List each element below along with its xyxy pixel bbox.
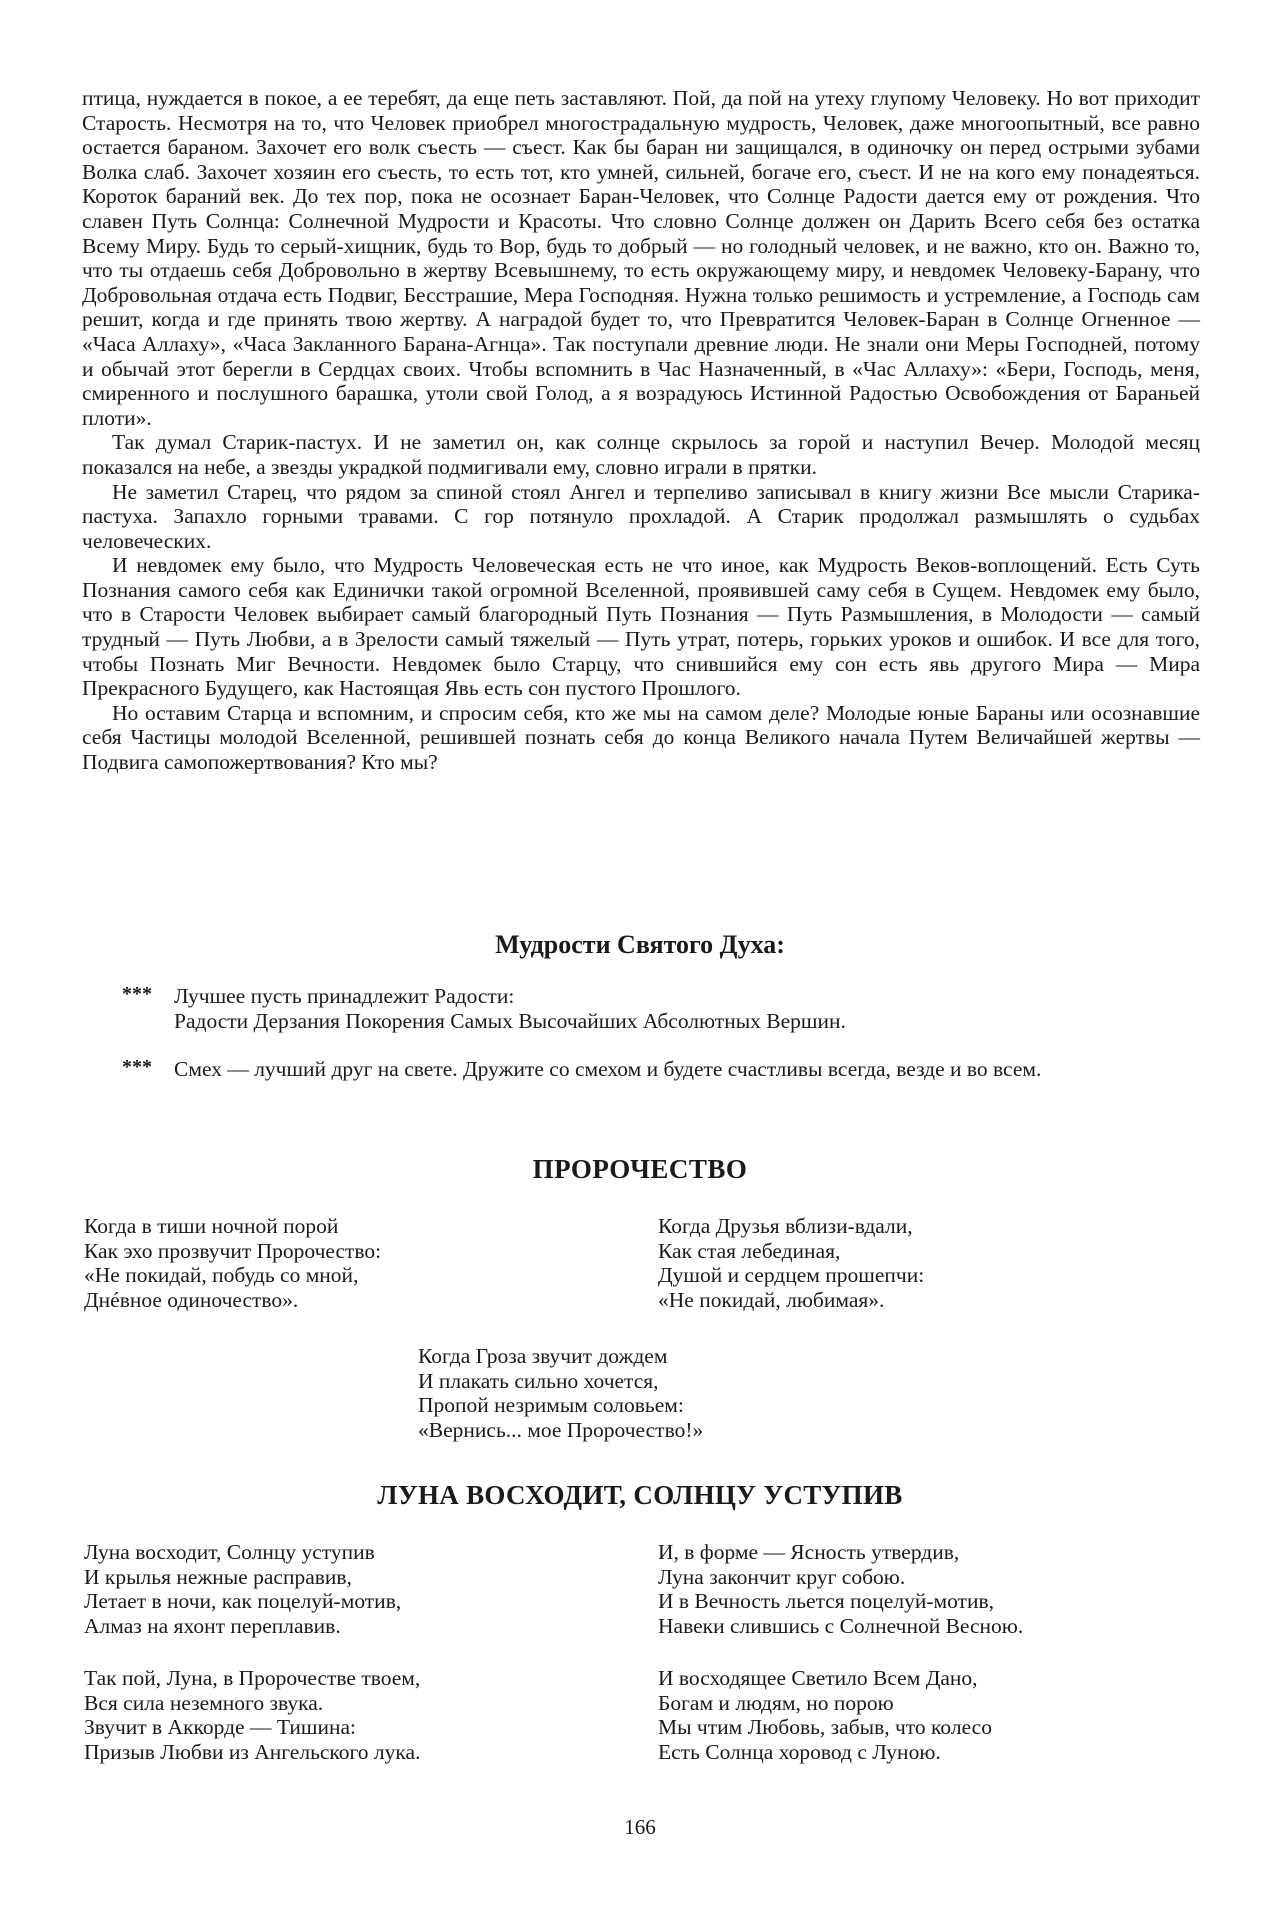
poem-stanza <box>84 1214 381 1312</box>
verse-line: Алмаз на яхонт переплавив. <box>84 1613 341 1638</box>
paragraph: Но оставим Старца и вспомним, и спросим себя, кто же мы на самом деле? Молодые юные Бараны или осознавшие себя Частицы молодой Вселенной, решившей познать себя до конца Великого начала Путем Величайшей жертвы — Подвига самопожертвования? Кто мы? <box>82 700 1200 775</box>
verse-line: И, в форме — Ясность утвердив, <box>658 1540 960 1564</box>
poem-title-moon: ЛУНА ВОСХОДИТ, СОЛНЦУ УСТУПИВ <box>377 1480 903 1510</box>
page-number: 166 <box>624 1815 656 1839</box>
paragraph: И невдомек ему было, что Мудрость Человеческая есть не что иное, как Мудрость Веков-воплощений. Есть Суть Познания самого себя как Единички такой огромной Вселенной, проявившей саму себя в Сущем. Невдомек ему было, что в Старости Человек выбирает самый благородный Путь Познания — Путь Размышления, в Молодости — самый трудный — Путь Любви, а в Зрелости самый тяжелый — Путь утрат, потерь, горьких уроков и ошибок. И все для того, чтобы Познать Миг Вечности. Невдомек было Старцу, что снившийся ему сон есть явь другого Мира — Мира Прекрасного Будущего, как Настоящая Явь есть сон пустого Прошлого. <box>82 553 1200 701</box>
verse-line: Звучит в Аккорде — Тишина: <box>84 1715 357 1740</box>
verse-line: Богам и людям, но порою <box>658 1690 894 1715</box>
verse-line: Есть Солнца хоровод с Луною. <box>658 1739 941 1764</box>
verse-line: Как эхо прозвучит Пророчество: <box>84 1238 382 1263</box>
verse-line: Душой и сердцем прошепчи: <box>658 1263 925 1288</box>
maxim-line: Радости Дерзания Покорения Самых Высочайших Абсолютных Вершин. <box>174 1008 846 1033</box>
paragraph: птица, нуждается в покое, а ее теребят, да еще петь заставляют. Пой, да пой на утеху глупому Человеку. Но вот приходит Старость. Несмотря на то, что Человек приобрел многострадальную мудрость, Человек, даже многоопытный, все равно остается бараном. Захочет его волк съесть — съест. Как бы баран ни защищался, в одиночку он перед острыми зубами Волка слаб. Захочет хозяин его съесть, то есть тот, кто умней, сильней, богаче его, съест. И не на кого ему понадеяться. Короток бараний век. До тех пор, пока не осознает Баран-Человек, что Солнце Радости дается ему от рождения. Что славен Путь Солнца: Солнечной Мудрости и Красоты. Что словно Солнце должен он Дарить Всего себя без остатка Всему Миру. Будь то серый-хищник, будь то Вор, будь то добрый — но голодный человек, и не важно, кто он. Важно то, что ты отдаешь себя Добровольно в жертву Всевышнему, то есть окружающему миру, и невдомек Человеку-Барану, что Добровольная отдача есть Подвиг, Бесстрашие, Мера Господняя. Нужна только решимость и устремление, а Господь сам решит, когда и где принять твою жертву. А наградой будет то, что Превратится Человек-Баран в Солнце Огненное — «Часа Аллаху», «Часа Закланного Барана-Агнца». Так поступали древние люди. Не знали они Меры Господней, потому и обычай этот берегли в Сердцах своих. Чтобы вспомнить в Час Назначенный, в «Час Аллаху»: «Бери, Господь, меня, смиренного и послушного барашка, утоли свой Голод, а я возрадуюсь Истинной Радостью Освобождения от Бараньей плоти». <box>82 86 1200 430</box>
verse-line: Пропой незримым соловьем: <box>418 1393 684 1418</box>
poem-stanza <box>418 1344 703 1442</box>
verse-line: Днéвное одиночество». <box>84 1287 299 1312</box>
maxims-list <box>122 984 1202 1100</box>
verse-line: Вся сила неземного звука. <box>84 1690 324 1715</box>
asterisk-marker: *** <box>122 1056 152 1079</box>
verse-line: И крылья нежные расправив, <box>84 1564 352 1589</box>
maxim-item <box>122 1057 1202 1082</box>
verse-line: Как стая лебединая, <box>658 1238 841 1263</box>
verse-line: «Вернись... мое Пророчество!» <box>418 1417 704 1442</box>
verse-line: Мы чтим Любовь, забыв, что колесо <box>658 1715 992 1740</box>
verse-line: И плакать сильно хочется, <box>418 1368 659 1393</box>
poem-stanza <box>658 1214 924 1312</box>
verse-line: Летает в ночи, как поцелуй-мотив, <box>84 1589 402 1614</box>
verse-line: Луна восходит, Солнцу уступив <box>84 1540 375 1564</box>
verse-line: Так пой, Луна, в Пророчестве твоем, <box>84 1666 421 1690</box>
verse-line: Навеки слившись с Солнечной Весною. <box>658 1613 1024 1638</box>
verse-line: Когда Гроза звучит дождем <box>418 1344 668 1368</box>
maxim-text: Смех — лучший друг на свете. Дружите со смехом и будете счастливы всегда, везде и во всем. <box>174 1057 1042 1082</box>
verse-line: «Не покидай, любимая». <box>658 1287 885 1312</box>
poem-stanza <box>84 1666 420 1764</box>
poem-stanza <box>658 1540 1023 1638</box>
verse-line: Когда в тиши ночной порой <box>84 1214 339 1238</box>
poem-stanza <box>84 1540 401 1638</box>
verse-line: Когда Друзья вблизи-вдали, <box>658 1214 913 1238</box>
poem-stanza <box>658 1666 992 1764</box>
verse-line: И в Вечность льется поцелуй-мотив, <box>658 1589 994 1614</box>
paragraph: Не заметил Старец, что рядом за спиной стоял Ангел и терпеливо записывал в книгу жизни Все мысли Старика-пастуха. Запахло горными травами. С гор потянуло прохладой. А Старик продолжал размышлять о судьбах человеческих. <box>82 479 1200 553</box>
paragraph: Так думал Старик-пастух. И не заметил он, как солнце скрылось за горой и наступил Вечер. Молодой месяц показался на небе, а звезды украдкой подмигивали ему, словно играли в прятки. <box>82 430 1200 479</box>
asterisk-marker: *** <box>122 983 152 1005</box>
verse-line: И восходящее Светило Всем Дано, <box>658 1666 978 1690</box>
verse-line: Луна закончит круг собою. <box>658 1564 906 1589</box>
section-title-wisdom: Мудрости Святого Духа: <box>495 930 785 959</box>
maxim-line: Лучшее пусть принадлежит Радости: <box>174 984 515 1008</box>
verse-line: «Не покидай, побудь со мной, <box>84 1263 359 1288</box>
poem-title-prophecy: ПРОРОЧЕСТВО <box>532 1154 748 1184</box>
maxim-item <box>122 984 1202 1033</box>
verse-line: Призыв Любви из Ангельского лука. <box>84 1739 421 1764</box>
prose-body <box>82 86 1200 775</box>
